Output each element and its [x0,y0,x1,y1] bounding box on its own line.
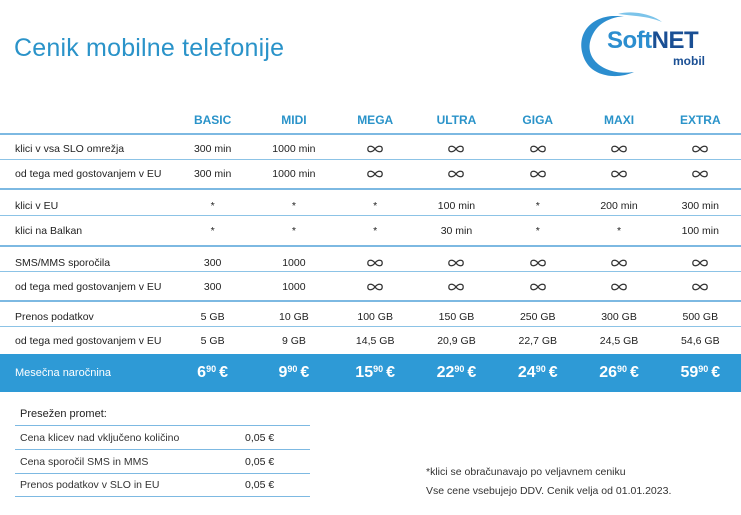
table-row [0,135,741,162]
price-label: Mesečna naročnina [15,367,112,379]
unlimited-icon [660,258,741,268]
overage-name: Cena klicev nad vključeno količino [20,431,180,444]
price-cell: $22^{90}$ € [436,364,477,381]
footnote-calls: *klici se obračunavajo po veljavnem ceniku [426,466,626,478]
row-label: klici v vsa SLO omrežja [15,142,125,155]
overage-value: 0,05 € [245,455,275,468]
overage-row [15,425,310,449]
row-label: klici v EU [15,199,59,212]
unlimited-icon [335,169,416,179]
table-cell: 500 GB [682,310,719,323]
price-cell: $15^{90}$ € [355,364,396,381]
unlimited-icon [660,282,741,292]
table-cell: * [210,224,215,237]
table-cell: 300 min [681,199,719,212]
unlimited-icon [578,169,659,179]
row-label: Prenos podatkov [15,310,94,323]
row-separator [0,300,741,302]
table-cell: 100 min [437,199,476,212]
unlimited-icon [497,258,578,268]
table-row [0,327,741,354]
row-separator [0,188,741,190]
row-label: od tega med gostovanjem v EU [15,334,162,347]
unlimited-icon [497,169,578,179]
unlimited-icon [660,169,741,179]
plan-giga: GIGA [522,112,554,127]
logo-wordmark: SoftNET [607,27,699,54]
price-cell: $6^{90}$ € [197,364,228,381]
plan-extra: EXTRA [679,112,721,127]
plan-header-row [0,106,741,133]
table-cell: * [291,224,296,237]
table-cell: 300 min [193,167,232,180]
overage-name: Prenos podatkov v SLO in EU [20,479,160,491]
unlimited-icon [497,144,578,154]
price-cell: $24^{90}$ € [517,364,558,381]
table-cell: 1000 min [272,167,316,180]
table-cell: 54,6 GB [681,334,720,347]
table-cell: * [291,199,296,212]
unlimited-icon [578,144,659,154]
table-cell: 1000 min [272,142,316,155]
table-cell: 300 GB [601,310,637,323]
overage-row [15,473,310,497]
price-cell: $59^{90}$ € [680,364,721,381]
unlimited-icon [497,282,578,292]
table-cell: * [210,199,215,212]
table-cell: 24,5 GB [599,334,639,347]
table-cell: * [535,224,540,237]
plan-ultra: ULTRA [436,112,477,127]
unlimited-icon [335,258,416,268]
softnet-logo [572,10,732,80]
table-cell: 300 min [193,142,232,155]
unlimited-icon [416,169,497,179]
table-cell: 300 [203,280,222,293]
table-row [0,273,741,300]
table-cell: 30 min [440,224,473,237]
row-label: SMS/MMS sporočila [15,256,111,269]
unlimited-icon [660,144,741,154]
footnote-vat: Vse cene vsebujejo DDV. Cenik velja od 01.01.2023. [426,485,672,497]
unlimited-icon [578,258,659,268]
logo-subtitle: mobil [673,54,705,68]
plan-mega: MEGA [357,112,394,127]
overage-value: 0,05 € [245,479,275,491]
table-row [0,249,741,276]
table-cell: 1000 [282,280,306,293]
table-cell: 100 min [681,224,719,237]
table-cell: 5 GB [200,334,225,347]
table-cell: 9 GB [281,334,306,347]
table-row [0,303,741,330]
table-cell: 200 min [600,199,638,212]
table-cell: * [616,224,622,237]
table-cell: 150 GB [438,310,475,323]
overage-title: Presežen promet: [20,408,107,420]
table-cell: 5 GB [200,310,225,323]
price-row [0,354,741,392]
table-row [0,217,741,244]
table-cell: 20,9 GB [437,334,476,347]
table-cell: * [535,199,540,212]
unlimited-icon [416,144,497,154]
table-cell: 250 GB [519,310,556,323]
price-cell: $9^{90}$ € [278,364,310,381]
row-label: od tega med gostovanjem v EU [15,167,162,180]
table-cell: * [373,199,378,212]
row-label: klici na Balkan [15,224,83,237]
unlimited-icon [335,282,416,292]
overage-value: 0,05 € [245,431,275,444]
table-row [0,192,741,219]
price-cell: $26^{90}$ € [599,364,639,381]
table-cell: 14,5 GB [355,334,395,347]
plan-basic: BASIC [193,112,232,127]
overage-section [15,403,310,497]
table-row [0,160,741,187]
table-cell: 22,7 GB [518,334,558,347]
unlimited-icon [335,144,416,154]
overage-name: Cena sporočil SMS in MMS [20,455,149,468]
table-cell: 300 [203,256,222,269]
page-title: Cenik mobilne telefonije [14,34,285,62]
plan-midi: MIDI [281,112,307,127]
table-cell: 100 GB [357,310,393,323]
table-cell: 10 GB [279,310,309,323]
overage-row [15,449,310,473]
unlimited-icon [578,282,659,292]
plan-maxi: MAXI [604,112,635,127]
row-label: od tega med gostovanjem v EU [15,280,162,293]
table-cell: 1000 [282,256,306,269]
table-cell: * [373,224,378,237]
unlimited-icon [416,282,497,292]
unlimited-icon [416,258,497,268]
row-separator [0,245,741,247]
